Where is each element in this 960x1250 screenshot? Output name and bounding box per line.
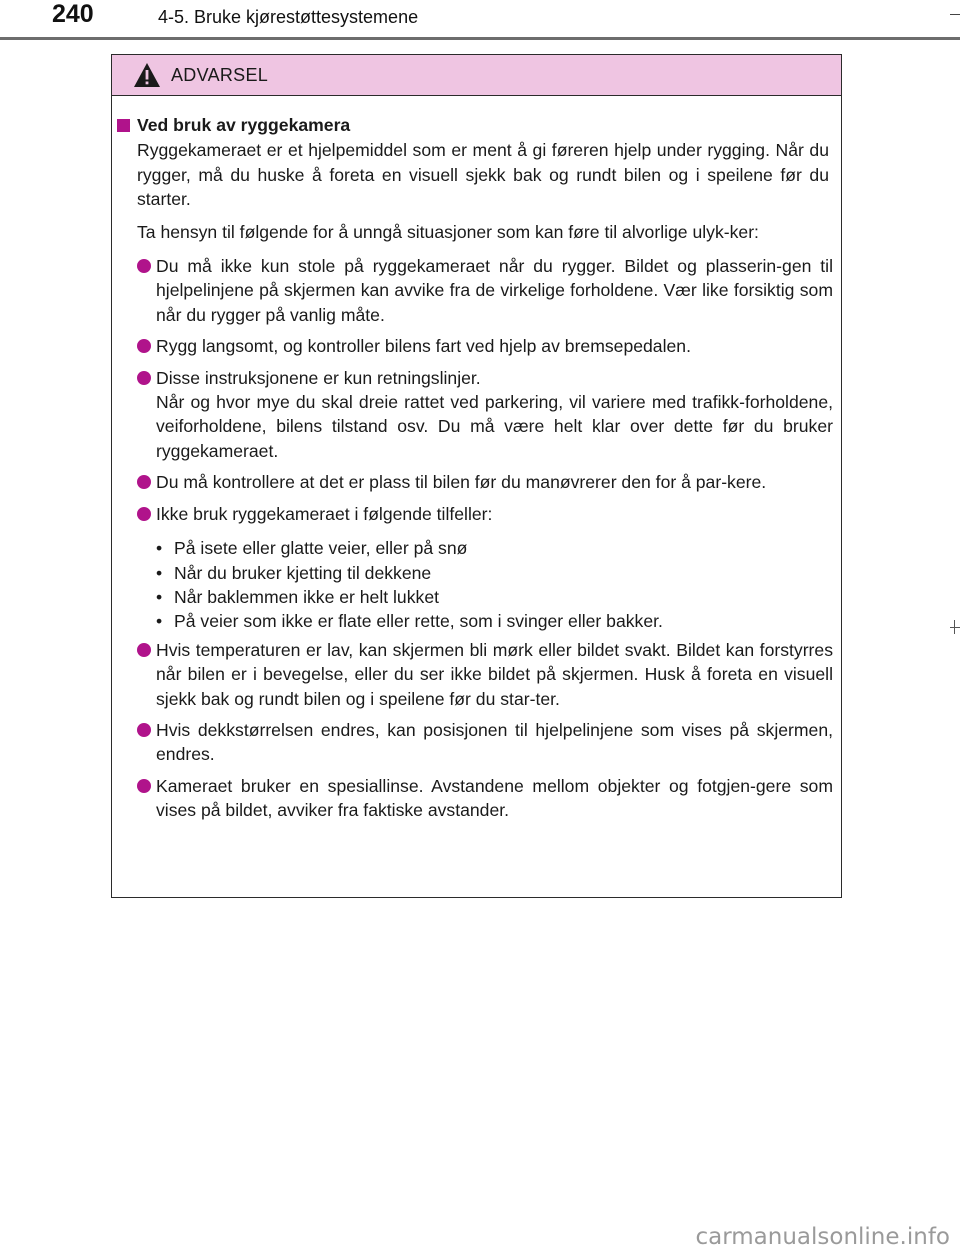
circle-bullet-icon bbox=[137, 339, 151, 353]
crop-mark bbox=[950, 627, 960, 628]
circle-bullet-icon bbox=[137, 507, 151, 521]
list-item bbox=[156, 254, 833, 327]
list-item-text: Disse instruksjonene er kun retningslinjer. bbox=[156, 367, 481, 388]
subheading-text: Ved bruk av ryggekamera bbox=[137, 115, 351, 135]
subheading bbox=[112, 113, 843, 137]
condition-item: • Når baklemmen ikke er helt lukket bbox=[156, 585, 833, 609]
page-number: 240 bbox=[52, 0, 94, 28]
list-item-text: Hvis temperaturen er lav, kan skjermen bli mørk eller bildet svakt. Bildet kan forstyrres når bilen er i bevegelse, eller du ser ikke bildet på skjermen. Husk å foreta en visuell sjekk bak og rundt bilen og i speilene før du star-ter. bbox=[156, 639, 833, 709]
circle-bullet-icon bbox=[137, 475, 151, 489]
circle-bullet-icon bbox=[137, 723, 151, 737]
list-item bbox=[156, 774, 833, 823]
condition-item: • Når du bruker kjetting til dekkene bbox=[156, 561, 833, 585]
condition-item: • På veier som ikke er flate eller rette, som i svinger eller bakker. bbox=[156, 609, 833, 633]
warning-triangle-icon bbox=[133, 62, 161, 88]
section-title: 4-5. Bruke kjørestøttesystemene bbox=[158, 7, 419, 27]
square-bullet-icon bbox=[117, 119, 130, 132]
intro-paragraph: Ryggekameraet er et hjelpemiddel som er ment å gi føreren hjelp under rygging. Når du rygger, må du huske å foreta en visuell sjekk bak og rundt bilen og i speilene før du starter. bbox=[137, 140, 829, 210]
list-item-text: Du må kontrollere at det er plass til bilen før du manøvrerer den for å par-kere. bbox=[156, 472, 767, 493]
list-item bbox=[156, 638, 833, 711]
warning-box bbox=[111, 54, 842, 898]
circle-bullet-icon bbox=[137, 371, 151, 385]
circle-bullet-icon bbox=[137, 259, 151, 273]
warning-content bbox=[112, 113, 843, 830]
header-divider bbox=[0, 37, 960, 40]
condition-item: • På isete eller glatte veier, eller på snø bbox=[156, 536, 833, 560]
list-item-text: Rygg langsomt, og kontroller bilens fart ved hjelp av bremsepedalen. bbox=[156, 336, 691, 357]
list-item bbox=[156, 470, 833, 494]
list-item-text: Ikke bruk ryggekameraet i følgende tilfeller: bbox=[156, 503, 493, 524]
list-item bbox=[156, 334, 833, 358]
list-item-text: Hvis dekkstørrelsen endres, kan posisjonen til hjelpelinjene som vises på skjermen, endres. bbox=[156, 719, 833, 765]
crop-mark bbox=[950, 14, 960, 15]
circle-bullet-icon bbox=[137, 779, 151, 793]
conditions-list bbox=[156, 536, 833, 634]
list-item-text: Kameraet bruker en spesiallinse. Avstandene mellom objekter og fotgjen-gere som vises på bildet, avviker fra faktiske avstander. bbox=[156, 775, 833, 821]
watermark: carmanualsonline.info bbox=[695, 1224, 950, 1250]
list-item bbox=[156, 502, 833, 634]
list-item bbox=[156, 718, 833, 767]
list-item-text: Du må ikke kun stole på ryggekameraet når du rygger. Bildet og plasserin-gen til hjelpelinjene på skjermen kan avvike fra de virkelige forholdene. Vær like forsiktig som når du rygger på vanlig måte. bbox=[156, 256, 833, 325]
warning-header bbox=[112, 55, 841, 96]
list-item-text: Når og hvor mye du skal dreie rattet ved parkering, vil variere med trafikk-forholdene, veiforholdene, bilens tilstand osv. Du må være helt klar over dette før du bruker ryggekameraet. bbox=[156, 392, 833, 461]
circle-bullet-icon bbox=[137, 643, 151, 657]
intro-paragraph: Ta hensyn til følgende for å unngå situasjoner som kan føre til alvorlige ulyk-ker: bbox=[137, 221, 759, 242]
list-item bbox=[156, 366, 833, 464]
warning-label: ADVARSEL bbox=[171, 65, 269, 85]
